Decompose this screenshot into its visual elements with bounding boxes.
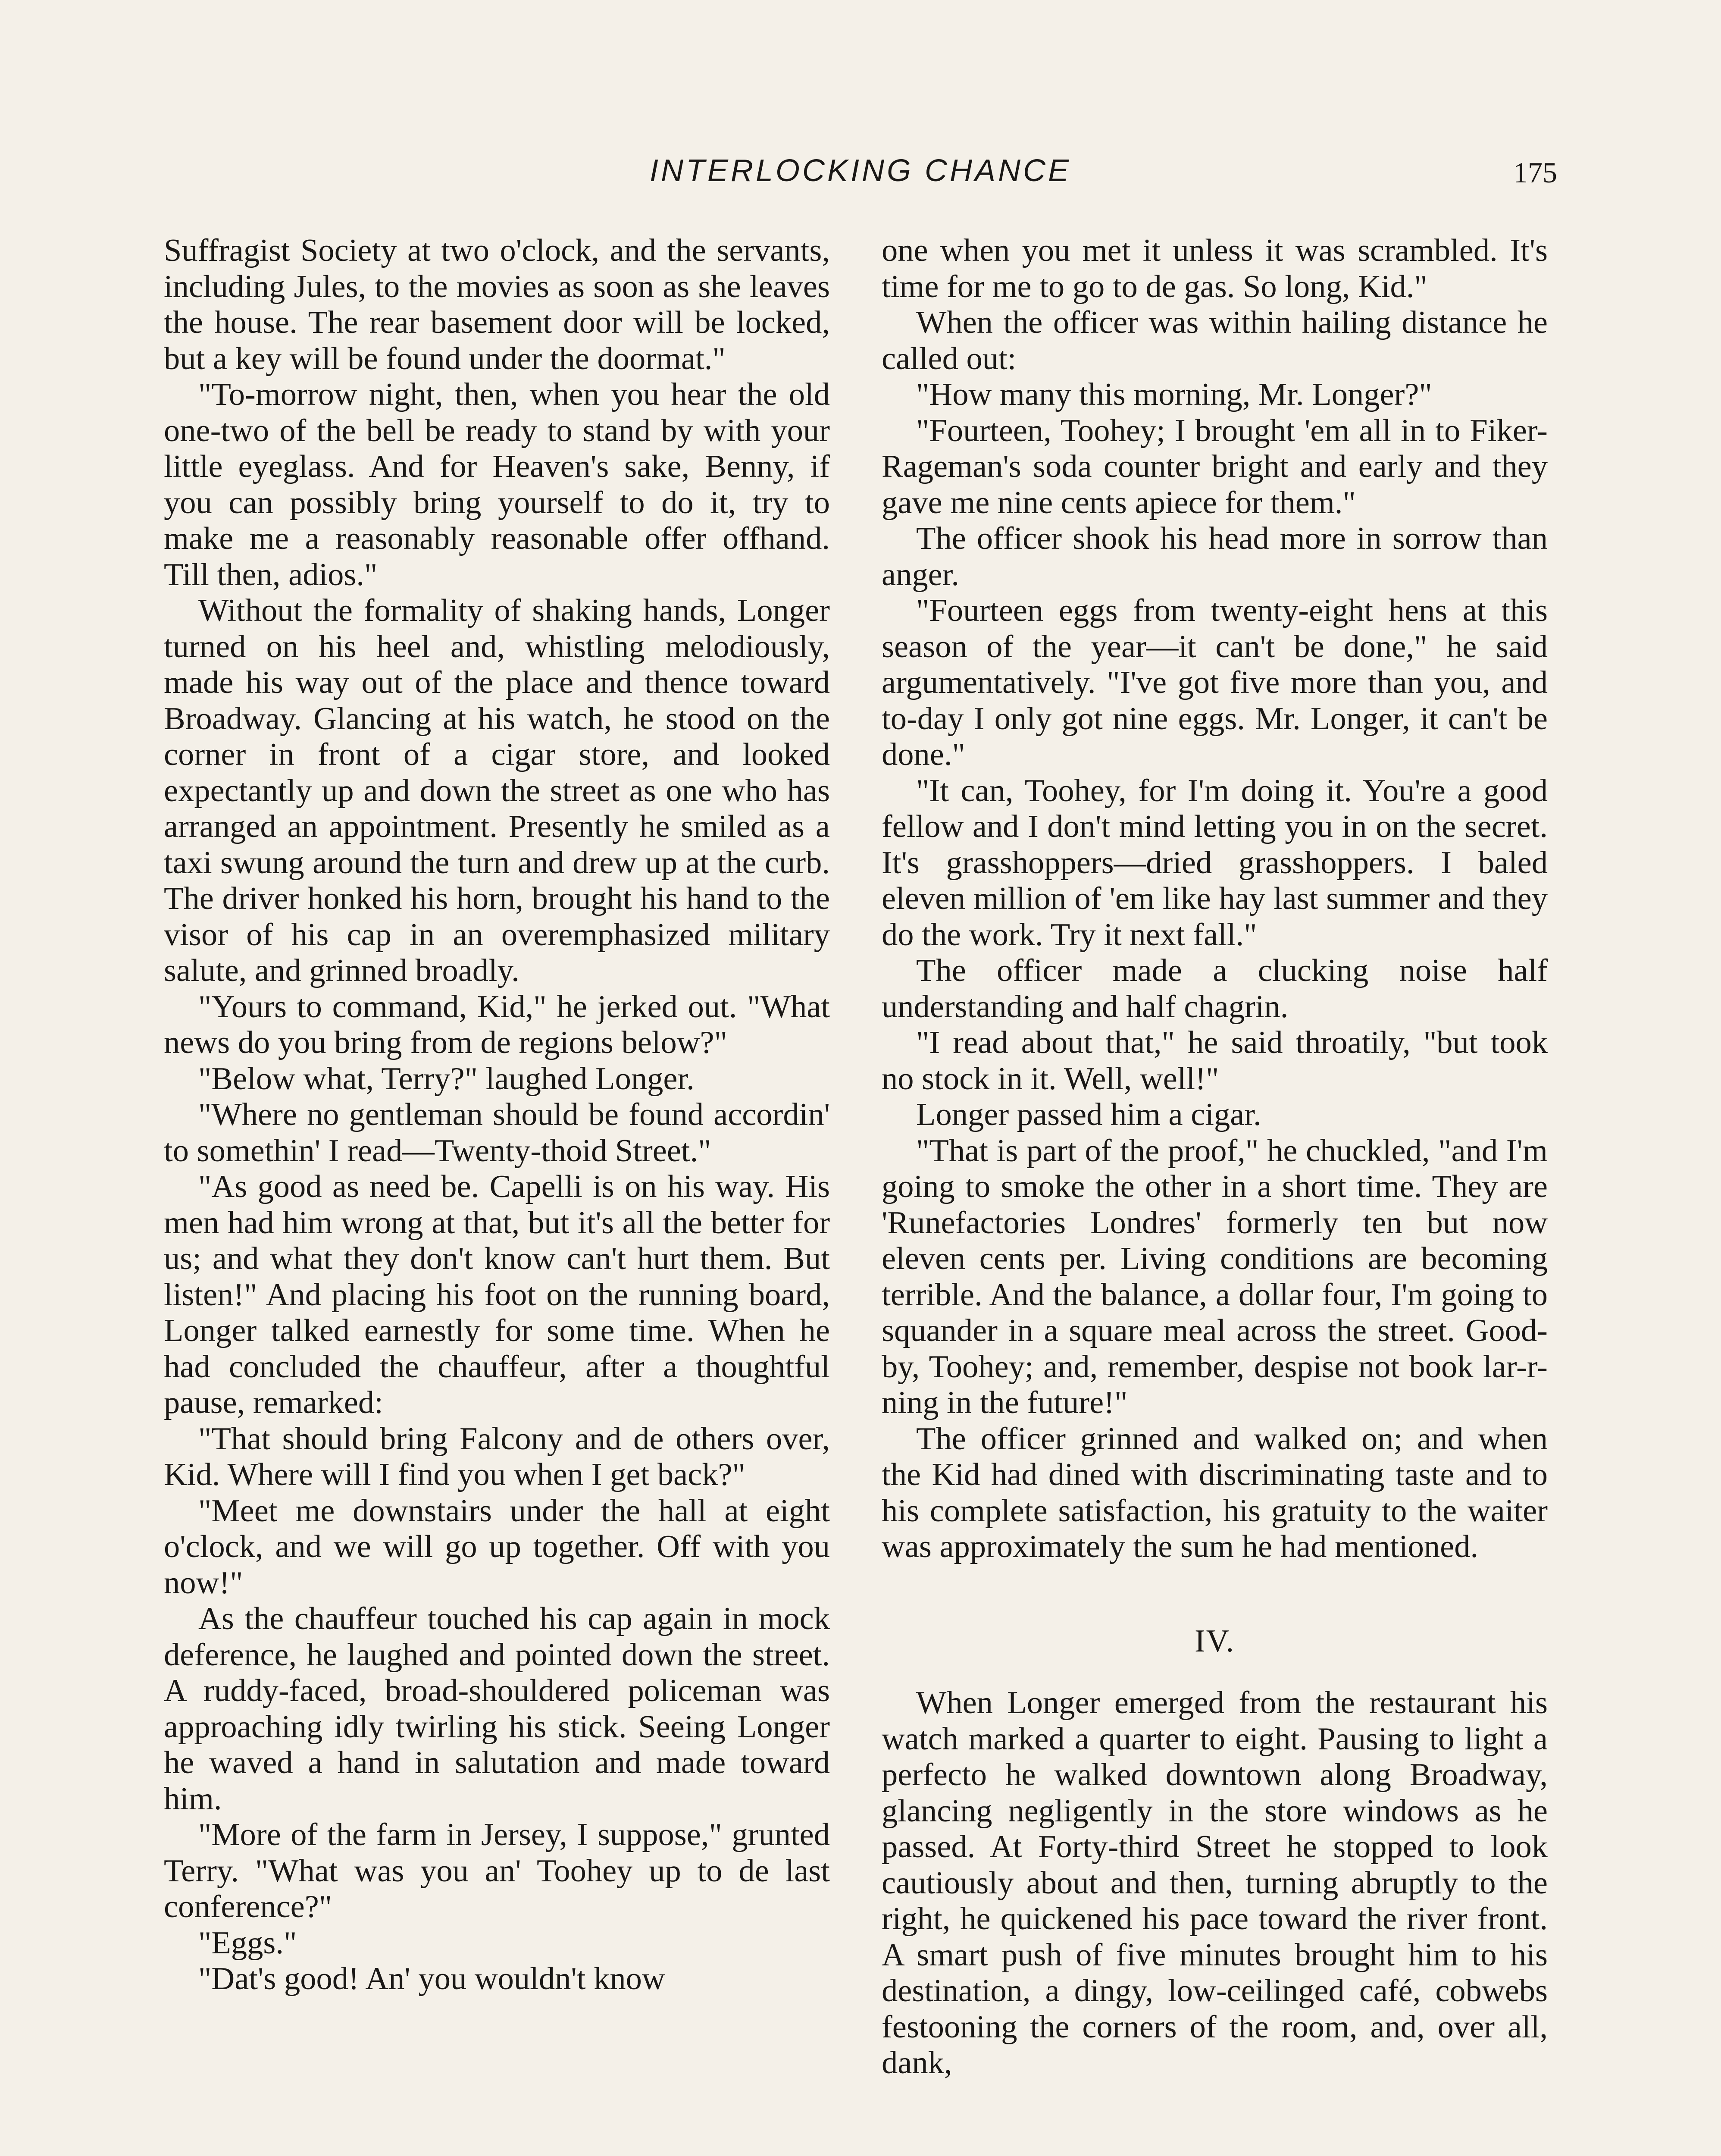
paragraph: "That should bring Falcony and de others over, Kid. Where will I find you when I get back?": [164, 1421, 830, 1492]
paragraph: "Eggs.": [198, 1925, 297, 1961]
running-title: INTERLOCKING CHANCE: [649, 154, 1072, 188]
paragraph: "Where no gentleman should be found accordin' to somethin' I read—Twenty-thoid Street.": [164, 1097, 830, 1169]
paragraph: "It can, Toohey, for I'm doing it. You're a good fellow and I don't mind letting you in on the secret. It's grasshoppers—dried grasshoppers. I baled eleven million of 'em like hay last summer and they do the work. Try it next fall.": [882, 773, 1548, 953]
paragraph: "I read about that," he said throatily, "but took no stock in it. Well, well!": [882, 1025, 1548, 1097]
right-column: [882, 233, 1548, 2081]
section-heading: IV.: [1194, 1623, 1235, 1659]
paragraph: The officer shook his head more in sorrow than anger.: [882, 521, 1548, 592]
paragraph: As the chauffeur touched his cap again in mock deference, he laughed and pointed down the street. A ruddy-faced, broad-shouldered policeman was approaching idly twirling his stick. Seeing Longer he waved a hand in salutation and made toward him.: [164, 1601, 830, 1817]
paragraph: The officer grinned and walked on; and when the Kid had dined with discriminating taste and to his complete satisfaction, his gratuity to the waiter was approximately the sum he had mentioned.: [882, 1421, 1548, 1564]
paragraph: "Dat's good! An' you wouldn't know: [198, 1961, 665, 1996]
paragraph: "To-morrow night, then, when you hear the old one-two of the bell be ready to stand by with your little eyeglass. And for Heaven's sake, Benny, if you can possibly bring yourself to do it, try to make me a reasonably reasonable offer offhand. Till then, adios.": [164, 377, 830, 592]
paragraph: "More of the farm in Jersey, I suppose," grunted Terry. "What was you an' Toohey up to de last conference?": [164, 1817, 830, 1924]
paragraph: When Longer emerged from the restaurant his watch marked a quarter to eight. Pausing to light a perfecto he walked downtown along Broadway, glancing negligently in the store windows as he passed. At Forty-third Street he stopped to look cautiously about and then, turning abruptly to the right, he quickened his pace toward the river front. A smart push of five minutes brought him to his destination, a dingy, low-ceilinged café, cobwebs festooning the corners of the room, and, over all, dank,: [882, 1685, 1548, 2081]
paragraph: Suffragist Society at two o'clock, and the servants, including Jules, to the movies as soon as she leaves the house. The rear basement door will be locked, but a key will be found under the doormat.": [164, 233, 830, 376]
paragraph: "Below what, Terry?" laughed Longer.: [198, 1061, 695, 1097]
paragraph: "How many this morning, Mr. Longer?": [916, 377, 1432, 412]
paragraph: "As good as need be. Capelli is on his way. His men had him wrong at that, but it's all the better for us; and what they don't know can't hurt them. But listen!" And placing his foot on the running board, Longer talked earnestly for some time. When he had concluded the chauffeur, after a thoughtful pause, remarked:: [164, 1169, 830, 1420]
paragraph: When the officer was within hailing distance he called out:: [882, 305, 1548, 376]
paragraph: Without the formality of shaking hands, Longer turned on his heel and, whistling melodiously, made his way out of the place and thence toward Broadway. Glancing at his watch, he stood on the corner in front of a cigar store, and looked expectantly up and down the street as one who has arranged an appointment. Presently he smiled as a taxi swung around the turn and drew up at the curb. The driver honked his horn, brought his hand to the visor of his cap in an overemphasized military salute, and grinned broadly.: [164, 593, 830, 988]
paragraph: one when you met it unless it was scrambled. It's time for me to go to de gas. So long, Kid.": [882, 233, 1548, 304]
paragraph: The officer made a clucking noise half understanding and half chagrin.: [882, 953, 1548, 1025]
paragraph: "Fourteen eggs from twenty-eight hens at this season of the year—it can't be done," he said argumentatively. "I've got five more than you, and to-day I only got nine eggs. Mr. Longer, it can't be done.": [882, 593, 1548, 772]
page-number: 175: [1513, 156, 1557, 189]
page-header: [164, 153, 1557, 201]
paragraph: "Yours to command, Kid," he jerked out. "What news do you bring from de regions below?": [164, 989, 830, 1060]
paragraph: "Fourteen, Toohey; I brought 'em all in to Fiker-Rageman's soda counter bright and early and they gave me nine cents apiece for them.": [882, 413, 1548, 520]
paragraph: Longer passed him a cigar.: [916, 1097, 1261, 1132]
left-column: [164, 233, 830, 1997]
paragraph: "That is part of the proof," he chuckled, "and I'm going to smoke the other in a short time. They are 'Runefactories Londres' formerly ten but now eleven cents per. Living conditions are becoming terrible. And the balance, a dollar four, I'm going to squander in a square meal across the street. Good-by, Toohey; and, remember, despise not book lar-r-ning in the future!": [882, 1133, 1548, 1420]
paragraph: "Meet me downstairs under the hall at eight o'clock, and we will go up together. Off with you now!": [164, 1493, 830, 1601]
